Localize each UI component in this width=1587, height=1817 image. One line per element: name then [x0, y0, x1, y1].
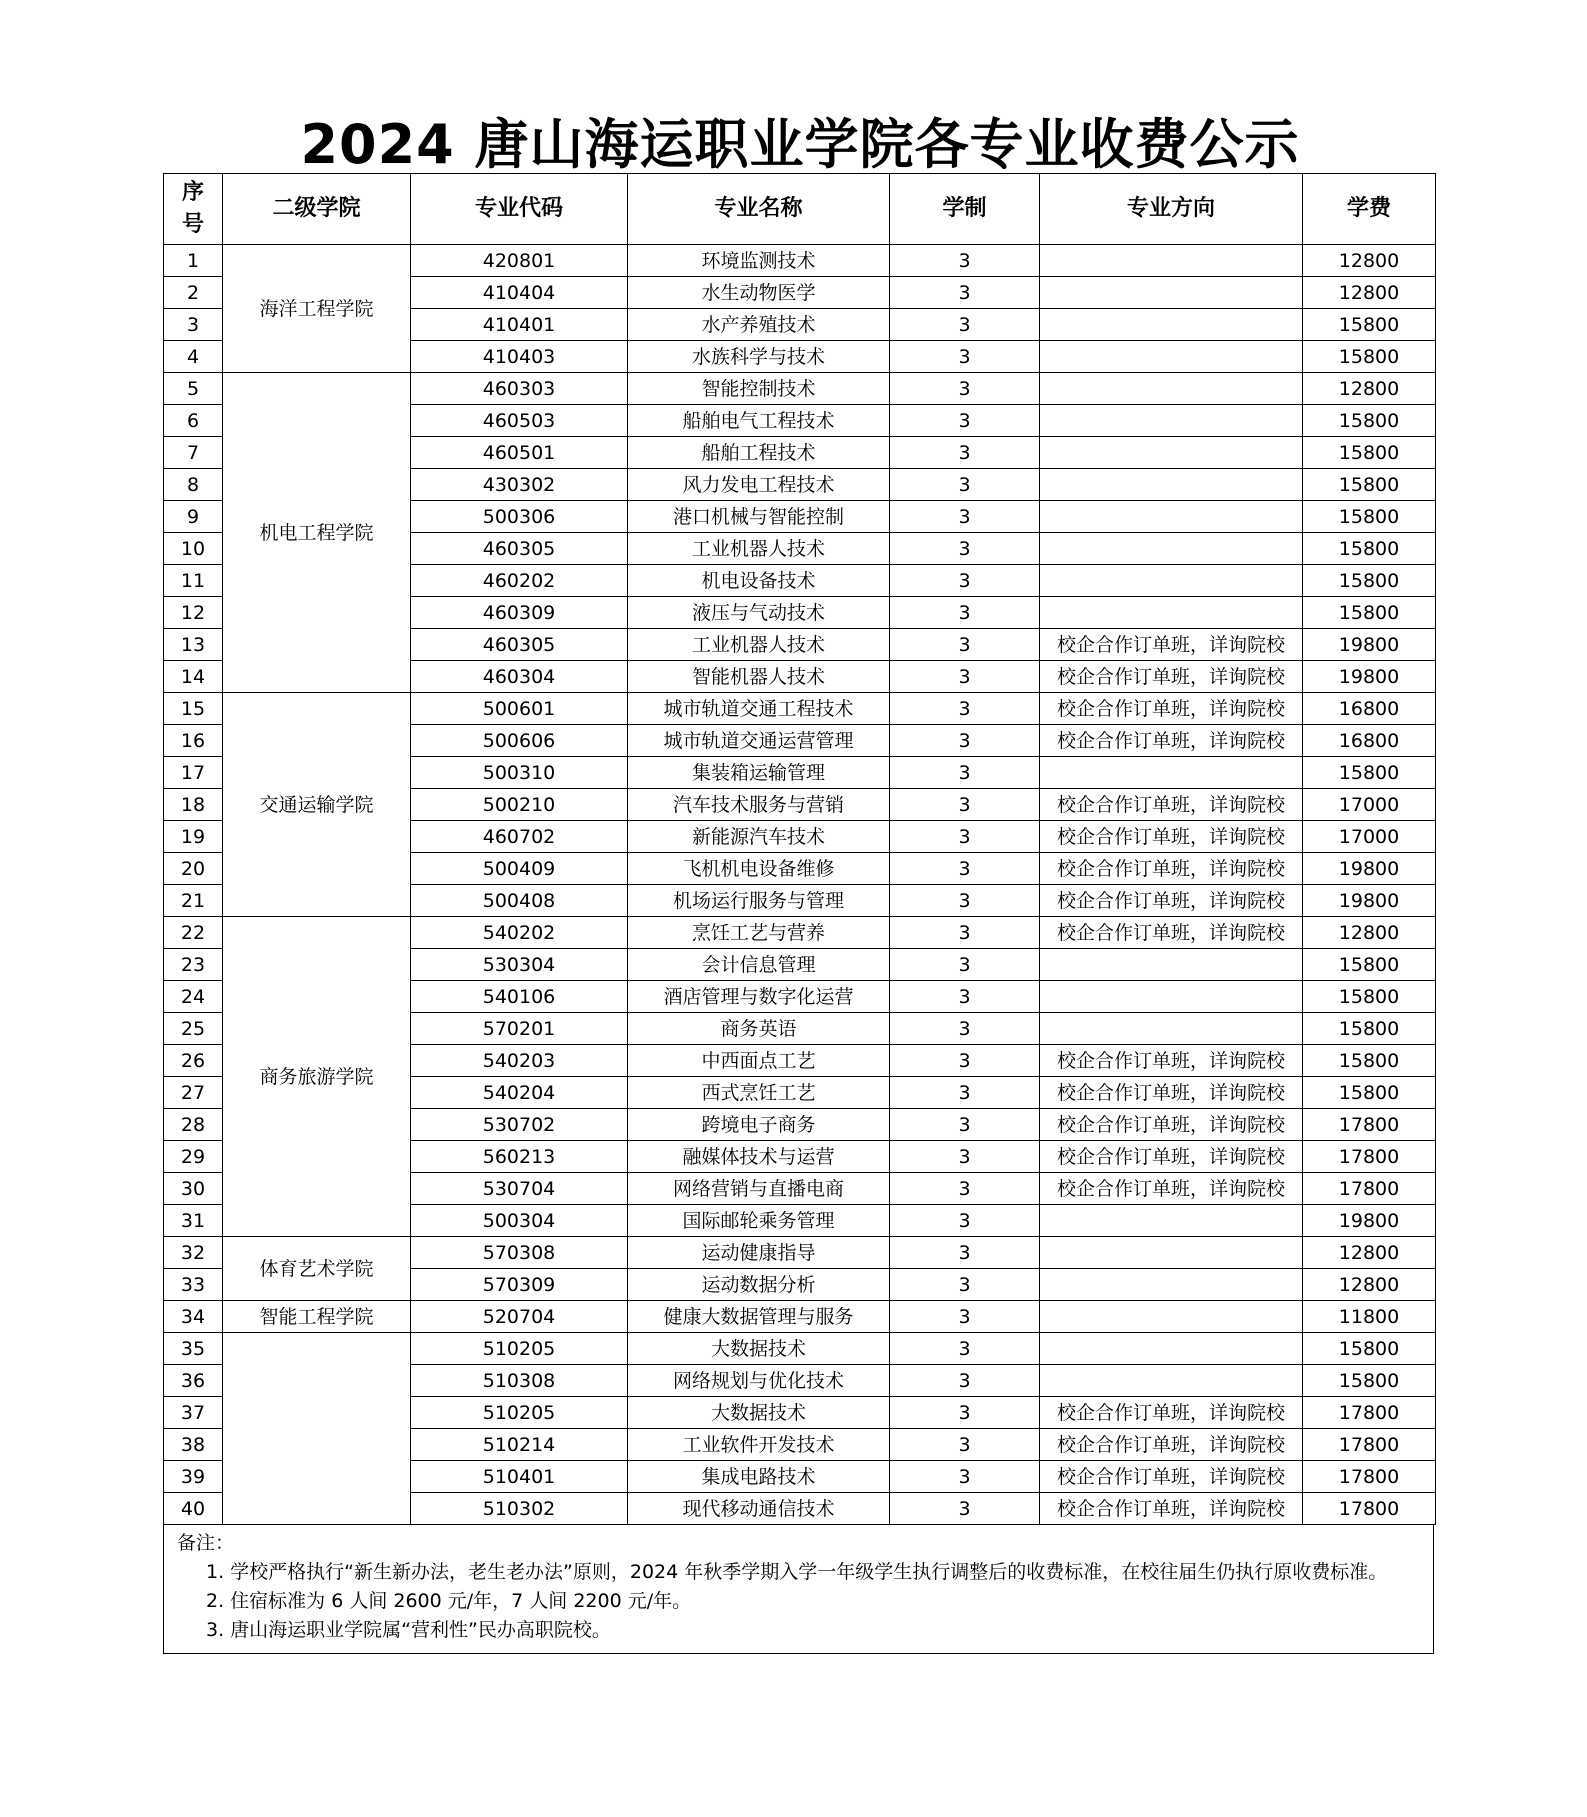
row-index: 16 — [164, 725, 223, 757]
major-name: 酒店管理与数字化运营 — [628, 981, 890, 1013]
row-index: 24 — [164, 981, 223, 1013]
duration: 3 — [890, 757, 1040, 789]
duration: 3 — [890, 309, 1040, 341]
duration: 3 — [890, 1141, 1040, 1173]
tuition-fee: 15800 — [1303, 757, 1436, 789]
major-code: 410401 — [411, 309, 628, 341]
tuition-fee: 19800 — [1303, 885, 1436, 917]
major-code: 530304 — [411, 949, 628, 981]
major-name: 工业软件开发技术 — [628, 1429, 890, 1461]
college-cell: 海洋工程学院 — [223, 245, 411, 373]
major-code: 500409 — [411, 853, 628, 885]
major-name: 船舶工程技术 — [628, 437, 890, 469]
table-row — [164, 693, 1436, 725]
tuition-fee: 17800 — [1303, 1461, 1436, 1493]
row-index: 15 — [164, 693, 223, 725]
major-code: 530702 — [411, 1109, 628, 1141]
major-code: 460303 — [411, 373, 628, 405]
row-index: 28 — [164, 1109, 223, 1141]
row-index: 10 — [164, 533, 223, 565]
major-name: 港口机械与智能控制 — [628, 501, 890, 533]
row-index: 3 — [164, 309, 223, 341]
major-direction: 校企合作订单班，详询院校 — [1040, 853, 1303, 885]
major-code: 540202 — [411, 917, 628, 949]
tuition-fee: 15800 — [1303, 949, 1436, 981]
major-code: 460304 — [411, 661, 628, 693]
major-name: 网络规划与优化技术 — [628, 1365, 890, 1397]
tuition-fee: 15800 — [1303, 1045, 1436, 1077]
major-name: 环境监测技术 — [628, 245, 890, 277]
tuition-fee: 15800 — [1303, 501, 1436, 533]
major-direction — [1040, 309, 1303, 341]
major-name: 机电设备技术 — [628, 565, 890, 597]
major-code: 500601 — [411, 693, 628, 725]
major-name: 商务英语 — [628, 1013, 890, 1045]
major-direction: 校企合作订单班，详询院校 — [1040, 885, 1303, 917]
tuition-fee: 15800 — [1303, 1077, 1436, 1109]
tuition-fee: 12800 — [1303, 245, 1436, 277]
major-name: 国际邮轮乘务管理 — [628, 1205, 890, 1237]
row-index: 4 — [164, 341, 223, 373]
row-index: 33 — [164, 1269, 223, 1301]
college-cell: 商务旅游学院 — [223, 917, 411, 1237]
row-index: 11 — [164, 565, 223, 597]
major-name: 现代移动通信技术 — [628, 1493, 890, 1525]
major-direction — [1040, 469, 1303, 501]
major-name: 会计信息管理 — [628, 949, 890, 981]
duration: 3 — [890, 1077, 1040, 1109]
major-code: 510302 — [411, 1493, 628, 1525]
major-code: 460305 — [411, 533, 628, 565]
fee-table-container — [163, 173, 1435, 1654]
major-direction — [1040, 533, 1303, 565]
tuition-fee: 15800 — [1303, 309, 1436, 341]
row-index: 31 — [164, 1205, 223, 1237]
major-name: 跨境电子商务 — [628, 1109, 890, 1141]
row-index: 26 — [164, 1045, 223, 1077]
major-name: 智能控制技术 — [628, 373, 890, 405]
major-name: 智能机器人技术 — [628, 661, 890, 693]
duration: 3 — [890, 949, 1040, 981]
major-code: 500606 — [411, 725, 628, 757]
major-name: 运动健康指导 — [628, 1237, 890, 1269]
major-name: 新能源汽车技术 — [628, 821, 890, 853]
tuition-fee: 15800 — [1303, 1013, 1436, 1045]
header-major: 专业名称 — [628, 174, 890, 245]
row-index: 30 — [164, 1173, 223, 1205]
duration: 3 — [890, 1301, 1040, 1333]
major-name: 融媒体技术与运营 — [628, 1141, 890, 1173]
major-direction: 校企合作订单班，详询院校 — [1040, 1397, 1303, 1429]
major-name: 西式烹饪工艺 — [628, 1077, 890, 1109]
major-code: 420801 — [411, 245, 628, 277]
major-code: 570309 — [411, 1269, 628, 1301]
major-direction: 校企合作订单班，详询院校 — [1040, 661, 1303, 693]
row-index: 19 — [164, 821, 223, 853]
duration: 3 — [890, 1429, 1040, 1461]
row-index: 12 — [164, 597, 223, 629]
major-code: 500306 — [411, 501, 628, 533]
duration: 3 — [890, 1205, 1040, 1237]
table-row — [164, 245, 1436, 277]
major-direction: 校企合作订单班，详询院校 — [1040, 917, 1303, 949]
major-name: 水产养殖技术 — [628, 309, 890, 341]
row-index: 13 — [164, 629, 223, 661]
duration: 3 — [890, 1397, 1040, 1429]
major-direction: 校企合作订单班，详询院校 — [1040, 821, 1303, 853]
major-code: 410404 — [411, 277, 628, 309]
major-code: 510205 — [411, 1333, 628, 1365]
row-index: 14 — [164, 661, 223, 693]
table-header-row — [164, 174, 1436, 245]
duration: 3 — [890, 405, 1040, 437]
duration: 3 — [890, 1493, 1040, 1525]
note-item: 2. 住宿标准为 6 人间 2600 元/年，7 人间 2200 元/年。 — [206, 1590, 692, 1612]
row-index: 38 — [164, 1429, 223, 1461]
duration: 3 — [890, 533, 1040, 565]
major-direction — [1040, 1333, 1303, 1365]
major-direction — [1040, 1205, 1303, 1237]
note-item: 1. 学校严格执行“新生新办法，老生老办法”原则，2024 年秋季学期入学一年级学生执行调整后的收费标准，在校往届生仍执行原收费标准。 — [206, 1561, 1388, 1583]
table-row — [164, 1333, 1436, 1365]
tuition-fee: 12800 — [1303, 373, 1436, 405]
duration: 3 — [890, 725, 1040, 757]
tuition-fee: 19800 — [1303, 853, 1436, 885]
tuition-fee: 17800 — [1303, 1397, 1436, 1429]
major-direction: 校企合作订单班，详询院校 — [1040, 1173, 1303, 1205]
tuition-fee: 11800 — [1303, 1301, 1436, 1333]
duration: 3 — [890, 1013, 1040, 1045]
major-direction: 校企合作订单班，详询院校 — [1040, 629, 1303, 661]
major-direction: 校企合作订单班，详询院校 — [1040, 1045, 1303, 1077]
header-code: 专业代码 — [411, 174, 628, 245]
major-direction — [1040, 405, 1303, 437]
major-name: 网络营销与直播电商 — [628, 1173, 890, 1205]
header-index: 序号 — [164, 174, 223, 245]
table-row — [164, 1237, 1436, 1269]
major-code: 500310 — [411, 757, 628, 789]
major-direction — [1040, 1237, 1303, 1269]
notes-label: 备注： — [177, 1532, 235, 1554]
major-code: 500408 — [411, 885, 628, 917]
major-code: 460702 — [411, 821, 628, 853]
row-index: 1 — [164, 245, 223, 277]
major-code: 520704 — [411, 1301, 628, 1333]
major-direction: 校企合作订单班，详询院校 — [1040, 1141, 1303, 1173]
note-item: 3. 唐山海运职业学院属“营利性”民办高职院校。 — [206, 1619, 611, 1641]
tuition-fee: 17800 — [1303, 1429, 1436, 1461]
header-fee: 学费 — [1303, 174, 1436, 245]
major-name: 飞机机电设备维修 — [628, 853, 890, 885]
major-direction — [1040, 245, 1303, 277]
row-index: 35 — [164, 1333, 223, 1365]
duration: 3 — [890, 341, 1040, 373]
major-name: 机场运行服务与管理 — [628, 885, 890, 917]
duration: 3 — [890, 1109, 1040, 1141]
major-code: 510205 — [411, 1397, 628, 1429]
major-direction — [1040, 981, 1303, 1013]
major-direction: 校企合作订单班，详询院校 — [1040, 1461, 1303, 1493]
tuition-fee: 19800 — [1303, 661, 1436, 693]
major-name: 城市轨道交通运营管理 — [628, 725, 890, 757]
major-name: 大数据技术 — [628, 1333, 890, 1365]
major-name: 烹饪工艺与营养 — [628, 917, 890, 949]
tuition-fee: 15800 — [1303, 405, 1436, 437]
row-index: 2 — [164, 277, 223, 309]
tuition-fee: 19800 — [1303, 629, 1436, 661]
duration: 3 — [890, 437, 1040, 469]
table-row — [164, 917, 1436, 949]
table-row — [164, 373, 1436, 405]
duration: 3 — [890, 629, 1040, 661]
major-name: 城市轨道交通工程技术 — [628, 693, 890, 725]
duration: 3 — [890, 501, 1040, 533]
major-code: 460501 — [411, 437, 628, 469]
duration: 3 — [890, 917, 1040, 949]
duration: 3 — [890, 885, 1040, 917]
major-direction: 校企合作订单班，详询院校 — [1040, 789, 1303, 821]
row-index: 21 — [164, 885, 223, 917]
major-direction — [1040, 597, 1303, 629]
tuition-fee: 15800 — [1303, 1365, 1436, 1397]
page-title: 2024 唐山海运职业学院各专业收费公示 — [300, 113, 1300, 176]
row-index: 39 — [164, 1461, 223, 1493]
major-direction — [1040, 373, 1303, 405]
major-code: 460305 — [411, 629, 628, 661]
row-index: 36 — [164, 1365, 223, 1397]
tuition-fee: 15800 — [1303, 469, 1436, 501]
duration: 3 — [890, 853, 1040, 885]
row-index: 7 — [164, 437, 223, 469]
row-index: 32 — [164, 1237, 223, 1269]
major-direction — [1040, 1365, 1303, 1397]
tuition-fee: 17000 — [1303, 789, 1436, 821]
major-name: 船舶电气工程技术 — [628, 405, 890, 437]
tuition-fee: 17800 — [1303, 1493, 1436, 1525]
major-direction: 校企合作订单班，详询院校 — [1040, 693, 1303, 725]
tuition-fee: 15800 — [1303, 437, 1436, 469]
major-direction: 校企合作订单班，详询院校 — [1040, 725, 1303, 757]
tuition-fee: 12800 — [1303, 1269, 1436, 1301]
major-code: 460309 — [411, 597, 628, 629]
tuition-fee: 15800 — [1303, 341, 1436, 373]
major-code: 530704 — [411, 1173, 628, 1205]
tuition-fee: 15800 — [1303, 981, 1436, 1013]
college-cell: 交通运输学院 — [223, 693, 411, 917]
major-code: 410403 — [411, 341, 628, 373]
major-code: 560213 — [411, 1141, 628, 1173]
major-name: 汽车技术服务与营销 — [628, 789, 890, 821]
duration: 3 — [890, 1365, 1040, 1397]
tuition-fee: 17800 — [1303, 1109, 1436, 1141]
header-direction: 专业方向 — [1040, 174, 1303, 245]
row-index: 17 — [164, 757, 223, 789]
major-direction — [1040, 501, 1303, 533]
duration: 3 — [890, 1269, 1040, 1301]
row-index: 23 — [164, 949, 223, 981]
duration: 3 — [890, 981, 1040, 1013]
row-index: 8 — [164, 469, 223, 501]
major-direction: 校企合作订单班，详询院校 — [1040, 1109, 1303, 1141]
major-name: 大数据技术 — [628, 1397, 890, 1429]
major-name: 工业机器人技术 — [628, 629, 890, 661]
duration: 3 — [890, 245, 1040, 277]
tuition-fee: 12800 — [1303, 277, 1436, 309]
tuition-fee: 15800 — [1303, 565, 1436, 597]
major-code: 430302 — [411, 469, 628, 501]
college-cell — [223, 1333, 411, 1525]
duration: 3 — [890, 661, 1040, 693]
major-direction — [1040, 437, 1303, 469]
tuition-fee: 15800 — [1303, 597, 1436, 629]
duration: 3 — [890, 693, 1040, 725]
major-direction: 校企合作订单班，详询院校 — [1040, 1077, 1303, 1109]
major-code: 540106 — [411, 981, 628, 1013]
major-direction: 校企合作订单班，详询院校 — [1040, 1493, 1303, 1525]
major-code: 570308 — [411, 1237, 628, 1269]
tuition-fee: 12800 — [1303, 917, 1436, 949]
major-code: 510401 — [411, 1461, 628, 1493]
row-index: 20 — [164, 853, 223, 885]
major-code: 510214 — [411, 1429, 628, 1461]
row-index: 6 — [164, 405, 223, 437]
tuition-fee: 19800 — [1303, 1205, 1436, 1237]
duration: 3 — [890, 789, 1040, 821]
row-index: 18 — [164, 789, 223, 821]
table-row — [164, 1301, 1436, 1333]
major-direction — [1040, 1013, 1303, 1045]
duration: 3 — [890, 1333, 1040, 1365]
major-name: 风力发电工程技术 — [628, 469, 890, 501]
major-name: 集装箱运输管理 — [628, 757, 890, 789]
major-code: 540203 — [411, 1045, 628, 1077]
row-index: 9 — [164, 501, 223, 533]
duration: 3 — [890, 1045, 1040, 1077]
tuition-fee: 16800 — [1303, 693, 1436, 725]
major-direction — [1040, 565, 1303, 597]
major-direction — [1040, 1301, 1303, 1333]
major-name: 液压与气动技术 — [628, 597, 890, 629]
duration: 3 — [890, 469, 1040, 501]
college-cell: 智能工程学院 — [223, 1301, 411, 1333]
major-code: 570201 — [411, 1013, 628, 1045]
major-name: 集成电路技术 — [628, 1461, 890, 1493]
major-code: 460503 — [411, 405, 628, 437]
major-name: 中西面点工艺 — [628, 1045, 890, 1077]
major-name: 健康大数据管理与服务 — [628, 1301, 890, 1333]
major-direction — [1040, 757, 1303, 789]
major-direction — [1040, 949, 1303, 981]
row-index: 25 — [164, 1013, 223, 1045]
duration: 3 — [890, 1173, 1040, 1205]
major-code: 540204 — [411, 1077, 628, 1109]
major-name: 水族科学与技术 — [628, 341, 890, 373]
row-index: 27 — [164, 1077, 223, 1109]
tuition-fee: 12800 — [1303, 1237, 1436, 1269]
college-cell: 机电工程学院 — [223, 373, 411, 693]
notes-section — [163, 1525, 1434, 1654]
header-college: 二级学院 — [223, 174, 411, 245]
major-name: 运动数据分析 — [628, 1269, 890, 1301]
duration: 3 — [890, 1461, 1040, 1493]
major-name: 水生动物医学 — [628, 277, 890, 309]
row-index: 34 — [164, 1301, 223, 1333]
tuition-fee: 15800 — [1303, 1333, 1436, 1365]
major-direction — [1040, 341, 1303, 373]
tuition-fee: 17800 — [1303, 1141, 1436, 1173]
duration: 3 — [890, 565, 1040, 597]
tuition-fee: 16800 — [1303, 725, 1436, 757]
row-index: 37 — [164, 1397, 223, 1429]
major-code: 500210 — [411, 789, 628, 821]
duration: 3 — [890, 277, 1040, 309]
duration: 3 — [890, 597, 1040, 629]
major-name: 工业机器人技术 — [628, 533, 890, 565]
major-code: 460202 — [411, 565, 628, 597]
row-index: 22 — [164, 917, 223, 949]
major-direction: 校企合作订单班，详询院校 — [1040, 1429, 1303, 1461]
major-direction — [1040, 1269, 1303, 1301]
tuition-fee: 15800 — [1303, 533, 1436, 565]
major-code: 510308 — [411, 1365, 628, 1397]
duration: 3 — [890, 1237, 1040, 1269]
row-index: 40 — [164, 1493, 223, 1525]
major-code: 500304 — [411, 1205, 628, 1237]
college-cell: 体育艺术学院 — [223, 1237, 411, 1301]
duration: 3 — [890, 373, 1040, 405]
row-index: 5 — [164, 373, 223, 405]
header-duration: 学制 — [890, 174, 1040, 245]
duration: 3 — [890, 821, 1040, 853]
fee-table — [163, 173, 1436, 1525]
major-direction — [1040, 277, 1303, 309]
tuition-fee: 17000 — [1303, 821, 1436, 853]
tuition-fee: 17800 — [1303, 1173, 1436, 1205]
row-index: 29 — [164, 1141, 223, 1173]
